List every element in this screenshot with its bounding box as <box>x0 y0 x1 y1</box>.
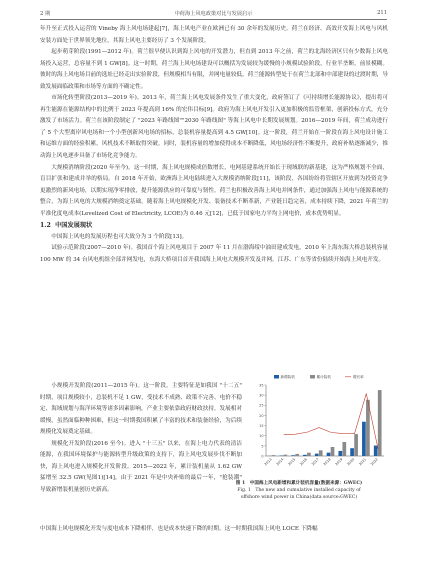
paragraph: 中国海上风电的发展历程也可大致分为 3 个阶段[13]。 <box>51 233 188 240</box>
y-tick-label: 10 <box>259 434 264 439</box>
bar <box>378 390 382 456</box>
legend-label: 累计装机 <box>316 375 331 380</box>
y-tick-label: 20 <box>259 413 264 418</box>
paragraph: 规模化开发阶段(2016 至今)。进入 "十三五" 以来，在海上电力代表的清洁能源，在我国环境保护与能源转型升级政策的支持下，海上风电发展步伐不断加快，海上风电进入规模化开发阶段。2015—2022 年，累计装机量从 1.62 GW 猛增至 32.5 GW(见图1)[14]，由于 2021 年是中央补贴的最后一年，"抢装潮" 导致新增装机量创历史新高。 <box>40 440 242 493</box>
legend-swatch <box>310 375 315 379</box>
x-tick-label: 2013 <box>263 457 273 467</box>
bar <box>327 453 331 456</box>
paragraph: 中国海上风电规模化开发与度电成本下降相伴，也是成本快速下降的时期。这一时期我国海上风电 LOCE 下降幅 <box>40 526 318 532</box>
bar <box>319 450 323 456</box>
bar <box>303 455 307 456</box>
paragraph: 市场化转型阶段(2013—2019 年)。2013 年，荷兰海上风电发展条件发生了重大变化，政府签订了《可持续增长能源协议》，提出将可再生能源在能源结构中的比例于 2023 年提高到 16% 的宏伟目标[9]。政府为海上风电开发引入更加积极的监管框架，创新投标方式，充分激发了市场活力。荷兰在该阶段制定了 "2023 年路线图""2030 年路线图" 等海上风电中长期发展规划。2016—2019 年间，荷兰成功进行了 5 个大型离岸风电场和一个小型创新风电场的招标，总装机容量提高到 4.5 GW[10]。这一阶段，荷兰开始在一阶段在海上风电设计施工和运维方面的经验积累，风机技术不断取得突破。同时，装机容量的增加使得成本不断降低，风电场经济性不断提升，政府补贴逐渐减少，推动海上风电逐步具备了市场化竞争能力。 <box>40 95 388 160</box>
x-tick-label: 2017 <box>310 457 320 467</box>
bar <box>315 454 319 456</box>
bar <box>362 422 366 456</box>
bar <box>354 434 358 456</box>
bar <box>350 448 354 456</box>
bar <box>283 455 287 456</box>
issue-number: 2 期 <box>40 11 51 17</box>
bar <box>307 453 311 456</box>
caption-en-line2: offshore wind power in China(data source:GWEC) <box>240 495 358 500</box>
x-tick-label: 2022 <box>369 457 379 467</box>
y-tick-label: 25 <box>259 403 264 408</box>
paragraph: 大规模消纳阶段(2020 年至今)。这一时期，海上风电规模成倍数增长，电网基建系统开始长于现域联的新基建，这为严格规划不全面，盲目扩张和建成并举的格局。自 2018 年开始，欧洲海上风电陆续进入大规模消纳阶段[11]，该阶段，各国纷纷将管辖区开放到为投资竞争更激烈的新风电场，以期实现净零排放，提升能源供应的可靠度与韧性。荷兰也积极改善海上风电并网条件，通过加强海上风电与能源系统的整合，为海上风电的大规模消纳奠定基础。随着海上风电规模化开发、装备技术不断革新，产业链日趋完善，成本持续下降，2021 年荷兰的平准化度电成本(Levelized Cost of Electricity, LCOE)为 0.46 元[12]，已低于国家电力平均上网电价，成本优势明显。 <box>40 164 388 217</box>
main-text-top <box>40 24 388 266</box>
y-tick-label: 30 <box>259 393 264 398</box>
x-tick-label: 2018 <box>322 457 332 467</box>
section-title: 中国发展现状 <box>55 222 93 230</box>
bar <box>295 454 299 456</box>
paragraph: 小规模开发阶段(2011—2015 年)。这一阶段，主要特征是如我国 "十二五" 时期，项目规模较小，总装机不足 1 GW，受技术不成熟、政策不完善、电价不稳定、海域规划与海洋环境等诸多因素影响，产业主要依靠政府财政扶持，发展相对缓慢，虽然面临种种困难，但这一时期我国积累了丰富的技术和装备经验，为后续规模化发展奠定基础。 <box>40 383 242 436</box>
journal-running-title: 中荷海上风电政策对比与发展启示 <box>174 11 253 17</box>
legend-swatch <box>274 375 279 379</box>
paragraph: 试验示范阶段(2007—2010 年)。我国首个海上风电项目于 2007 年 11 月在渤海绥中油田建成发电，2010 年上海东海大桥总装机容量 100 MW 的 34 台风电机组全部并网发电，东海大桥项目首开我国海上风电大规模开发及并网。江苏、广东等省份陆续开始海上风电开发。 <box>40 245 388 263</box>
y-tick-label: 0 <box>261 454 264 459</box>
legend-label: 新增装机 <box>280 375 295 380</box>
x-tick-label: 2016 <box>299 457 309 467</box>
bar <box>342 442 346 456</box>
figure-caption <box>210 480 388 501</box>
x-tick-label: 2021 <box>358 457 368 467</box>
legend-label: 增长率 <box>353 375 364 380</box>
header-rule <box>40 19 387 20</box>
paragraph: 年升至正式投入运营的 Vineby 海上风电场建起[7]，海上风电产业在欧洲已有 30 余年的发展历史。荷兰在经济、高效开发海上风电与风机安装方面处于世界领先地位，其海上风电主要经历了 3 个发展阶段。 <box>40 26 388 44</box>
caption-en-line1: Fig. 1 The new and cumulative installed capacity of <box>237 488 361 493</box>
capacity-chart <box>252 371 388 476</box>
running-header <box>40 8 387 20</box>
y-tick-label: 15 <box>259 423 264 428</box>
paragraph: 起步萌芽阶段(1991—2012 年)。荷兰很早便认识到海上风电的开发潜力，但直到 2013 年之前，荷兰的北海经济区只有少数海上风电场投入运营，总容量不到 1 GW[8]。这一时期，荷兰海上风电场建设可以概括为发展较为缓慢的小规模试验阶段，行业半垄断，前景模糊。彼时的海上风电场目前的选址已经走出实验阶段，但规模相当有限，并网电量较低。荷兰能源转型处于在荷兰北部和中部建设的过渡时期，导致发展面临政策和市场等方面的不确定性。 <box>40 49 388 90</box>
x-tick-label: 2014 <box>275 457 285 467</box>
x-tick-label: 2020 <box>346 457 356 467</box>
caption-zh: 图 1 中国海上风电新增和累计装机容量(数据来源：GWEC) <box>235 481 363 486</box>
section-number: 1.2 <box>40 222 51 230</box>
main-text-bottom <box>40 524 388 536</box>
page-number: 211 <box>377 10 387 16</box>
bar <box>272 455 276 456</box>
y-tick-label: 35 <box>259 383 264 388</box>
x-tick-label: 2019 <box>334 457 344 467</box>
section-heading <box>40 220 388 232</box>
figure-1-chart <box>252 371 388 476</box>
bar <box>338 451 342 456</box>
x-tick-label: 2015 <box>287 457 297 467</box>
y-tick-label: 5 <box>261 444 264 449</box>
bar <box>374 446 378 456</box>
bar <box>291 455 295 456</box>
bar <box>331 447 335 456</box>
